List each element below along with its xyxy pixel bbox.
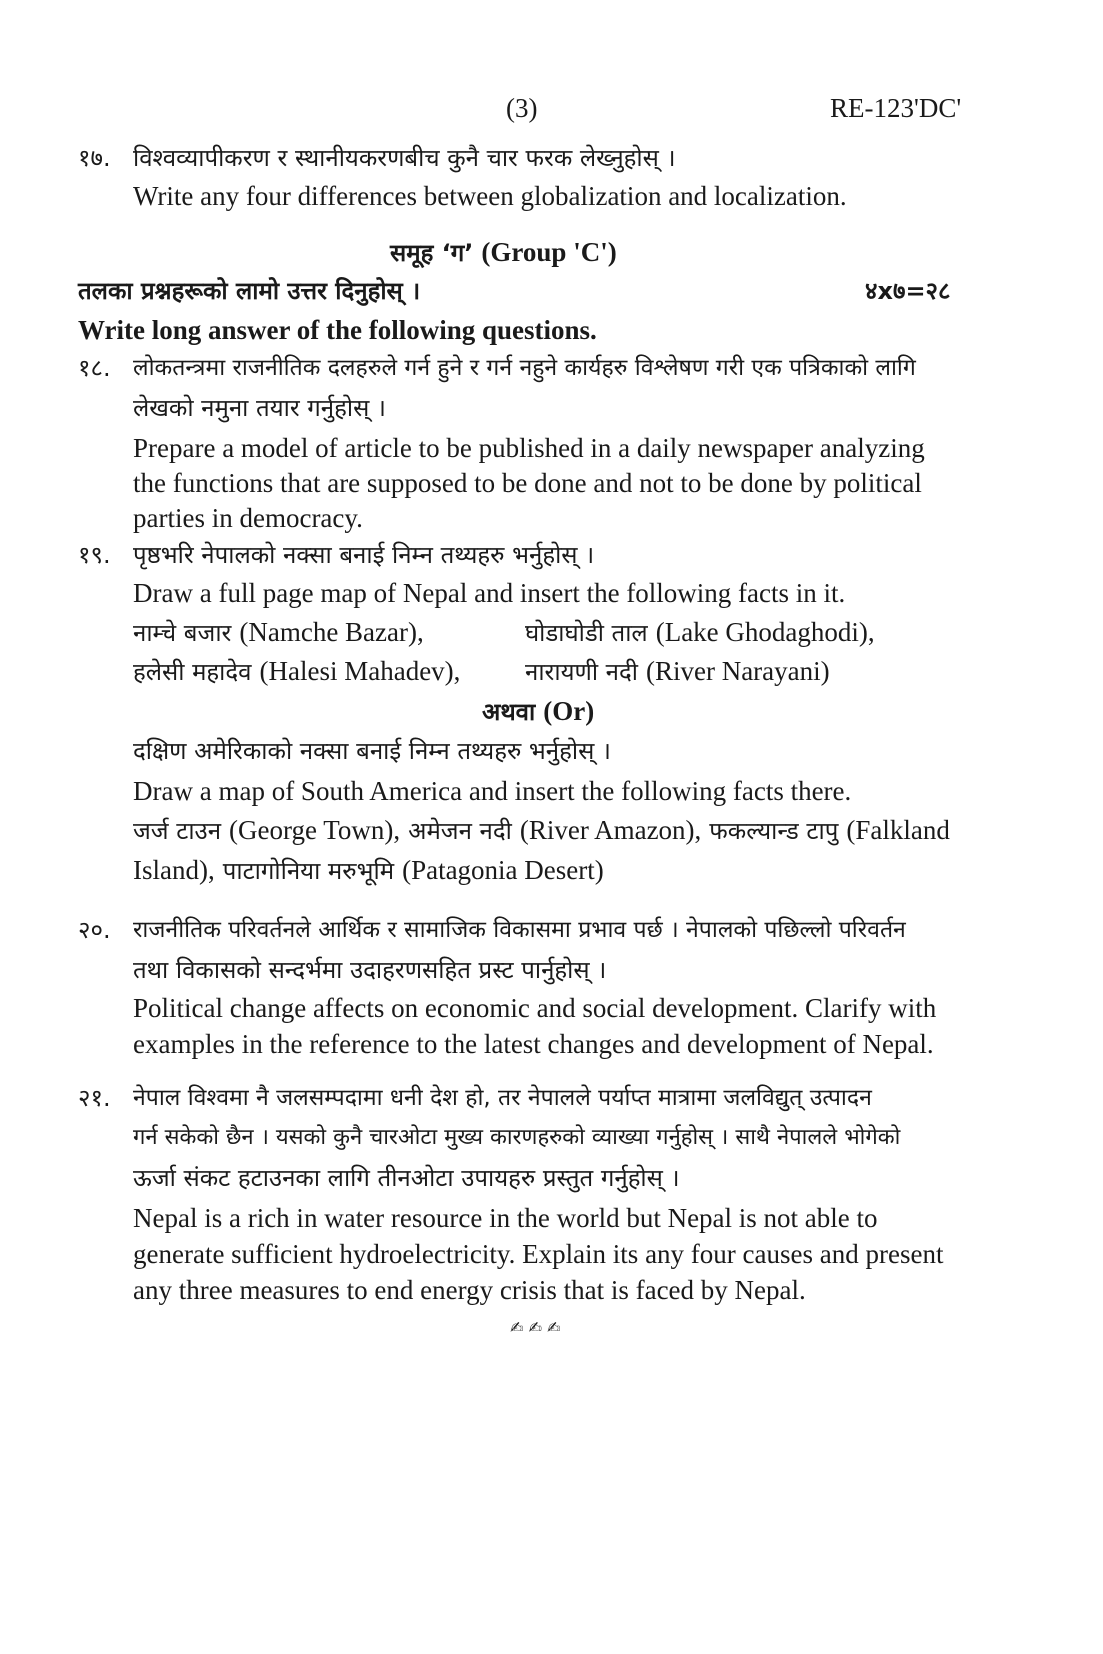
paper-code: RE-123'DC' (830, 93, 962, 123)
alt-fact-amazon-np: अमेजन नदी (408, 817, 512, 845)
alt-fact-island-en: Island), (133, 855, 215, 885)
q20-english-line1: Political change affects on economic and social development. Clarify with (133, 993, 937, 1023)
q18-nepali-line2: लेखको नमुना तयार गर्नुहोस् । (133, 394, 387, 422)
question-number-18: १८. (78, 354, 111, 382)
or-heading (482, 693, 594, 730)
fact-halesi-en: (Halesi Mahadev), (259, 656, 461, 686)
fact-halesi-np: हलेसी महादेव (133, 658, 252, 686)
alt-fact-georgetown-en: (George Town), (229, 815, 401, 845)
question-number-21: २१. (78, 1084, 111, 1112)
group-c-heading-en: (Group 'C') (481, 237, 617, 267)
page-number: (3) (506, 93, 538, 123)
q19-alt-facts-row-2 (133, 852, 604, 889)
or-heading-np: अथवा (482, 698, 536, 726)
q18-english-line3: parties in democracy. (133, 503, 363, 533)
group-c-heading (390, 234, 617, 271)
q19-facts-row-2b (525, 653, 830, 690)
q21-english-line2: generate sufficient hydroelectricity. Explain its any four causes and present (133, 1239, 944, 1269)
q17-nepali: विश्वव्यापीकरण र स्थानीयकरणबीच कुनै चार फरक लेख्नुहोस् । (133, 144, 676, 172)
fact-ghodaghodi-np: घोडाघोडी ताल (525, 619, 648, 647)
q21-english-line3: any three measures to end energy crisis that is faced by Nepal. (133, 1275, 806, 1305)
q20-nepali-line2: तथा विकासको सन्दर्भमा उदाहरणसहित प्रस्ट पार्नुहोस् । (133, 956, 607, 984)
q19-facts-row-1b (525, 614, 875, 651)
alt-fact-patagonia-np: पाटागोनिया मरुभूमि (222, 857, 395, 885)
question-number-19: १९. (78, 541, 111, 569)
q20-nepali-line1: राजनीतिक परिवर्तनले आर्थिक र सामाजिक विकासमा प्रभाव पर्छ । नेपालको पछिल्लो परिवर्तन (133, 917, 906, 943)
group-c-instruction-en: Write long answer of the following questions. (78, 315, 597, 345)
q19-alt-english: Draw a map of South America and insert the following facts there. (133, 776, 852, 806)
fact-narayani-en: (River Narayani) (645, 656, 830, 686)
q19-english: Draw a full page map of Nepal and insert the following facts in it. (133, 578, 846, 608)
q18-english-line1: Prepare a model of article to be published in a daily newspaper analyzing (133, 433, 925, 463)
or-heading-en: (Or) (543, 696, 595, 726)
fact-narayani-np: नारायणी नदी (525, 658, 638, 686)
q19-nepali: पृष्ठभरि नेपालको नक्सा बनाई निम्न तथ्यहरु भर्नुहोस् । (133, 541, 595, 569)
q19-alt-nepali: दक्षिण अमेरिकाको नक्सा बनाई निम्न तथ्यहरु भर्नुहोस् । (133, 737, 612, 765)
alt-fact-falkland-np: फकल्यान्ड टापु (709, 817, 839, 845)
fact-namche-en: (Namche Bazar), (239, 617, 424, 647)
q20-english-line2: examples in the reference to the latest changes and development of Nepal. (133, 1029, 934, 1059)
q21-nepali-line3: ऊर्जा संकट हटाउनका लागि तीनओटा उपायहरु प्रस्तुत गर्नुहोस् । (133, 1164, 680, 1192)
question-number-17: १७. (78, 144, 111, 172)
q19-facts-row-1 (133, 614, 424, 651)
alt-fact-georgetown-np: जर्ज टाउन (133, 817, 222, 845)
alt-fact-falkland-en: (Falkland (846, 815, 950, 845)
group-c-marks: ४x७=२८ (865, 277, 951, 305)
q19-facts-row-2 (133, 653, 460, 690)
group-c-heading-np: समूह ‘ग’ (390, 239, 474, 267)
q21-nepali-line2: गर्न सकेको छैन । यसको कुनै चारओटा मुख्य कारणहरुको व्याख्या गर्नुहोस् । साथै नेपालले भोगेको (133, 1125, 901, 1150)
q21-english-line1: Nepal is a rich in water resource in the world but Nepal is not able to (133, 1203, 878, 1233)
q19-alt-facts-row-1 (133, 812, 950, 849)
q21-nepali-line1: नेपाल विश्वमा नै जलसम्पदामा धनी देश हो, तर नेपालले पर्याप्त मात्रामा जलविद्युत् उत्पादन (133, 1085, 872, 1111)
alt-fact-patagonia-en: (Patagonia Desert) (402, 855, 604, 885)
alt-fact-amazon-en: (River Amazon), (519, 815, 702, 845)
q18-nepali-line1: लोकतन्त्रमा राजनीतिक दलहरुले गर्न हुने र गर्न नहुने कार्यहरु विश्लेषण गरी एक पत्रिकाको लागि (133, 355, 916, 381)
q18-english-line2: the functions that are supposed to be done and not to be done by political (133, 468, 922, 498)
q17-english: Write any four differences between globalization and localization. (133, 181, 847, 211)
group-c-instruction-np: तलका प्रश्नहरूको लामो उत्तर दिनुहोस् । (78, 277, 421, 305)
fact-ghodaghodi-en: (Lake Ghodaghodi), (655, 617, 875, 647)
question-number-20: २०. (78, 916, 111, 944)
end-of-paper-mark: ✍ ✍ ✍ (510, 1318, 561, 1337)
fact-namche-np: नाम्चे बजार (133, 619, 232, 647)
